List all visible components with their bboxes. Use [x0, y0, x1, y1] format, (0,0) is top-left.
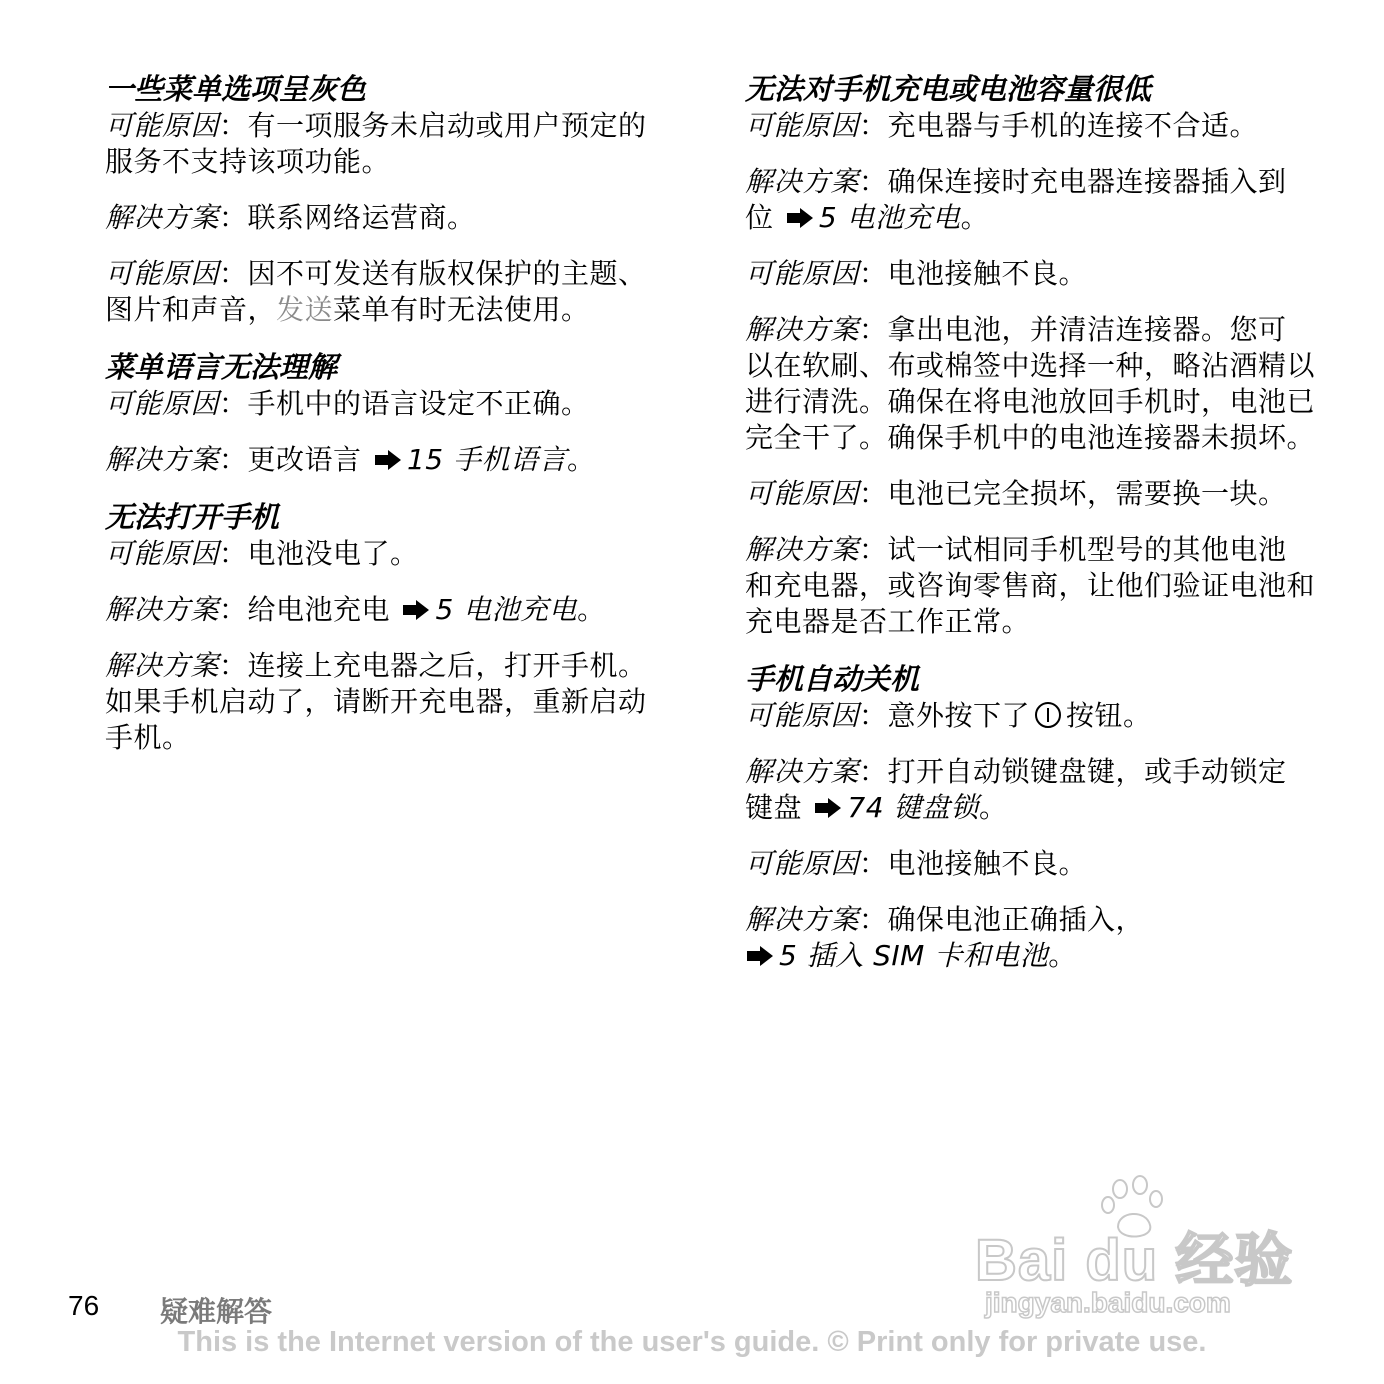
solution-text: 确保连接时充电器连接器插入到位 [745, 165, 1287, 234]
cause-paragraph: 可能原因：充电器与手机的连接不合适。 [745, 109, 1259, 142]
cause-text: 充电器与手机的连接不合适。 [887, 109, 1259, 142]
solution-label: 解决方案 [745, 165, 860, 198]
cause-text: 电池没电了。 [247, 537, 419, 570]
page-reference: 5 插入 SIM 卡和电池 [779, 939, 1049, 972]
page-reference: 74 键盘锁 [847, 791, 979, 824]
solution-text: 打开自动锁键盘键，或手动锁定键盘 [745, 755, 1287, 824]
menu-name-send: 发送 [276, 293, 334, 326]
solution-text: 拿出电池，并清洁连接器。您可以在软刷、布或棉签中选择一种，略沾酒精以进行清洗。确保在将电池放回手机时，电池已完全干了。确保手机中的电池连接器未损坏。 [745, 313, 1316, 454]
cause-paragraph: 可能原因：有一项服务未启动或用户预定的服务不支持该项功能。 [105, 109, 647, 178]
solution-paragraph: 解决方案：拿出电池，并清洁连接器。您可以在软刷、布或棉签中选择一种，略沾酒精以进行清洗。确保在将电池放回手机时，电池已完全干了。确保手机中的电池连接器未损坏。 [745, 313, 1316, 454]
left-column [105, 70, 665, 776]
punctuation: 。 [960, 201, 990, 234]
cause-label: 可能原因 [745, 257, 860, 290]
cause-paragraph: 可能原因：电池已完全损坏，需要换一块。 [745, 477, 1287, 510]
solution-text: 联系网络运营商。 [247, 201, 476, 234]
cause-text: 因不可发送有版权保护的主题、图片和声音， [105, 257, 647, 326]
solution-paragraph: 解决方案：打开自动锁键盘键，或手动锁定键盘 74 键盘锁。 [745, 755, 1287, 824]
solution-paragraph: 解决方案：更改语言 15 手机语言。 [105, 443, 596, 476]
cause-label: 可能原因 [745, 847, 860, 880]
page-reference: 5 电池充电 [435, 593, 578, 626]
solution-label: 解决方案 [745, 755, 860, 788]
section-title: 手机自动关机 [745, 662, 920, 696]
punctuation: 。 [1048, 939, 1077, 972]
solution-label: 解决方案 [105, 443, 220, 476]
section-title: 无法打开手机 [105, 500, 280, 534]
punctuation: 。 [577, 593, 606, 626]
section-title: 菜单语言无法理解 [105, 350, 338, 384]
cause-text-end: 按钮。 [1066, 699, 1152, 732]
cause-paragraph: 可能原因：电池接触不良。 [745, 847, 1088, 880]
section-title: 一些菜单选项呈灰色 [105, 72, 367, 106]
punctuation: 。 [978, 791, 1008, 824]
watermark-url: jingyan.baidu.com [985, 1287, 1231, 1318]
arrow-right-icon [745, 945, 775, 967]
solution-paragraph: 解决方案：确保电池正确插入， 5 插入 SIM 卡和电池。 [745, 903, 1145, 972]
cause-paragraph: 可能原因：意外按下了 按钮。 [745, 699, 1152, 732]
cause-text-end: 菜单有时无法使用。 [333, 293, 590, 326]
cause-label: 可能原因 [105, 537, 220, 570]
solution-text: 更改语言 [247, 443, 371, 476]
solution-text: 试一试相同手机型号的其他电池和充电器，或咨询零售商，让他们验证电池和充电器是否工作正常。 [745, 533, 1316, 638]
solution-text: 确保电池正确插入， [887, 903, 1145, 936]
section-menu-grayed [105, 70, 665, 328]
cause-text: 有一项服务未启动或用户预定的服务不支持该项功能。 [105, 109, 647, 178]
cause-text: 电池已完全损坏，需要换一块。 [887, 477, 1287, 510]
solution-paragraph: 解决方案：试一试相同手机型号的其他电池和充电器，或咨询零售商，让他们验证电池和充电器是否工作正常。 [745, 533, 1316, 638]
solution-paragraph: 解决方案：确保连接时充电器连接器插入到位 5 电池充电。 [745, 165, 1287, 234]
arrow-right-icon [813, 797, 843, 819]
cause-paragraph: 可能原因：电池没电了。 [105, 537, 419, 570]
cause-label: 可能原因 [745, 477, 860, 510]
solution-paragraph: 解决方案：联系网络运营商。 [105, 201, 476, 234]
solution-paragraph: 解决方案：给电池充电 5 电池充电。 [105, 593, 606, 626]
punctuation: 。 [566, 443, 596, 476]
page-reference: 15 手机语言 [406, 443, 567, 476]
watermark-brand: Bai du 经验 [975, 1228, 1294, 1293]
cause-text: 电池接触不良。 [887, 847, 1088, 880]
arrow-right-icon [373, 449, 403, 471]
cause-paragraph: 可能原因：电池接触不良。 [745, 257, 1088, 290]
arrow-right-icon [785, 207, 815, 229]
solution-label: 解决方案 [105, 649, 220, 682]
cause-text: 手机中的语言设定不正确。 [247, 387, 590, 420]
section-menu-language [105, 348, 665, 478]
solution-label: 解决方案 [745, 313, 860, 346]
cause-label: 可能原因 [745, 699, 860, 732]
page-reference: 5 电池充电 [818, 201, 961, 234]
right-column [745, 70, 1315, 994]
section-title: 无法对手机充电或电池容量很低 [745, 72, 1152, 106]
solution-text: 给电池充电 [247, 593, 400, 626]
solution-label: 解决方案 [745, 903, 860, 936]
section-cannot-power-on [105, 498, 665, 756]
cause-text: 意外按下了 [887, 699, 1031, 732]
baidu-watermark [975, 1175, 1305, 1335]
solution-label: 解决方案 [105, 201, 220, 234]
cause-paragraph: 可能原因：手机中的语言设定不正确。 [105, 387, 590, 420]
cause-paragraph: 可能原因：因不可发送有版权保护的主题、图片和声音，发送菜单有时无法使用。 [105, 257, 647, 326]
power-key-icon [1034, 701, 1062, 729]
cause-label: 可能原因 [105, 257, 220, 290]
solution-label: 解决方案 [745, 533, 860, 566]
section-charging-problem [745, 70, 1315, 640]
cause-label: 可能原因 [105, 387, 220, 420]
cause-label: 可能原因 [745, 109, 860, 142]
cause-text: 电池接触不良。 [887, 257, 1088, 290]
page-number: 76 [68, 1290, 100, 1321]
solution-label: 解决方案 [105, 593, 220, 626]
solution-text: 连接上充电器之后，打开手机。如果手机启动了，请断开充电器，重新启动手机。 [105, 649, 647, 754]
chapter-name: 疑难解答 [160, 1295, 273, 1328]
solution-paragraph: 解决方案：连接上充电器之后，打开手机。如果手机启动了，请断开充电器，重新启动手机。 [105, 649, 647, 754]
section-auto-power-off [745, 660, 1315, 974]
footer-note: This is the Internet version of the user's guide. © Print only for private use. [177, 1326, 1207, 1358]
arrow-right-icon [401, 599, 431, 621]
cause-label: 可能原因 [105, 109, 220, 142]
